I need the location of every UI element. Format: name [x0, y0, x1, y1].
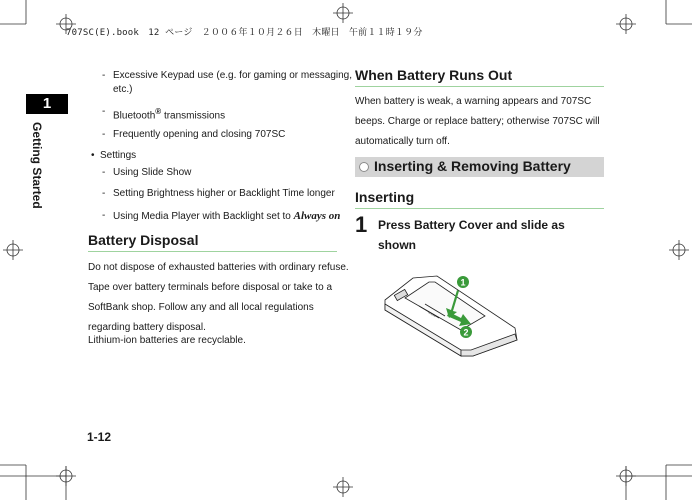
paragraph-line: beeps. Charge or replace battery; otherwise 707SC will: [355, 116, 600, 127]
banner-bullet-icon: [359, 162, 369, 172]
heading-rule: [355, 208, 604, 209]
registration-target: [616, 14, 636, 34]
registered-mark: ®: [155, 107, 162, 116]
print-header: 707SC(E).book 12 ページ ２００６年１０月２６日 木曜日 午前１１時１９分: [66, 28, 423, 38]
svg-text:2: 2: [463, 327, 469, 338]
registration-target: [333, 3, 353, 23]
step-number: 1: [355, 212, 368, 237]
registration-target: [56, 466, 76, 486]
banner-title: Inserting & Removing Battery: [374, 158, 571, 174]
recyclable-note: Lithium-ion batteries are recyclable.: [88, 335, 246, 346]
section-banner: [355, 157, 604, 177]
registration-target: [669, 240, 689, 260]
battery-runs-out-heading: When Battery Runs Out: [355, 67, 513, 83]
media-player-label: Using Media Player with Backlight set to: [113, 211, 294, 222]
heading-rule: [355, 86, 604, 87]
heading-rule: [88, 251, 337, 252]
transmissions-label: transmissions: [161, 110, 226, 122]
registration-target: [3, 240, 23, 260]
disposal-line: Tape over battery terminals before disposal or take to a: [88, 282, 333, 293]
inserting-heading: Inserting: [355, 189, 415, 205]
battery-runs-out-paragraph: [355, 92, 600, 152]
disposal-line: SoftBank shop. Follow any and all local regulations: [88, 302, 314, 313]
chapter-title: Getting Started: [30, 122, 44, 209]
chapter-tab: 1: [26, 94, 68, 114]
page-number: 1-12: [87, 430, 112, 444]
disposal-line: Do not dispose of exhausted batteries with ordinary refuse.: [88, 262, 349, 273]
step-instruction: Press Battery Cover and slide as shown: [378, 218, 565, 252]
bluetooth-label: Bluetooth: [113, 110, 156, 122]
always-on-setting: Always on: [293, 210, 341, 222]
registration-target: [333, 477, 353, 497]
disposal-paragraph: [88, 258, 349, 338]
paragraph-line: automatically turn off.: [355, 136, 450, 147]
battery-disposal-heading: Battery Disposal: [88, 232, 199, 248]
svg-text:1: 1: [460, 277, 466, 288]
bullet-icon: •: [91, 150, 95, 161]
svg-text:~~~: ~~~: [426, 310, 437, 321]
phone-battery-illustration: [375, 270, 535, 370]
callout-1: [457, 276, 469, 288]
paragraph-line: When battery is weak, a warning appears and 707SC: [355, 96, 592, 107]
registration-target: [616, 466, 636, 486]
callout-2: [460, 326, 472, 338]
disposal-line: regarding battery disposal.: [88, 322, 206, 333]
